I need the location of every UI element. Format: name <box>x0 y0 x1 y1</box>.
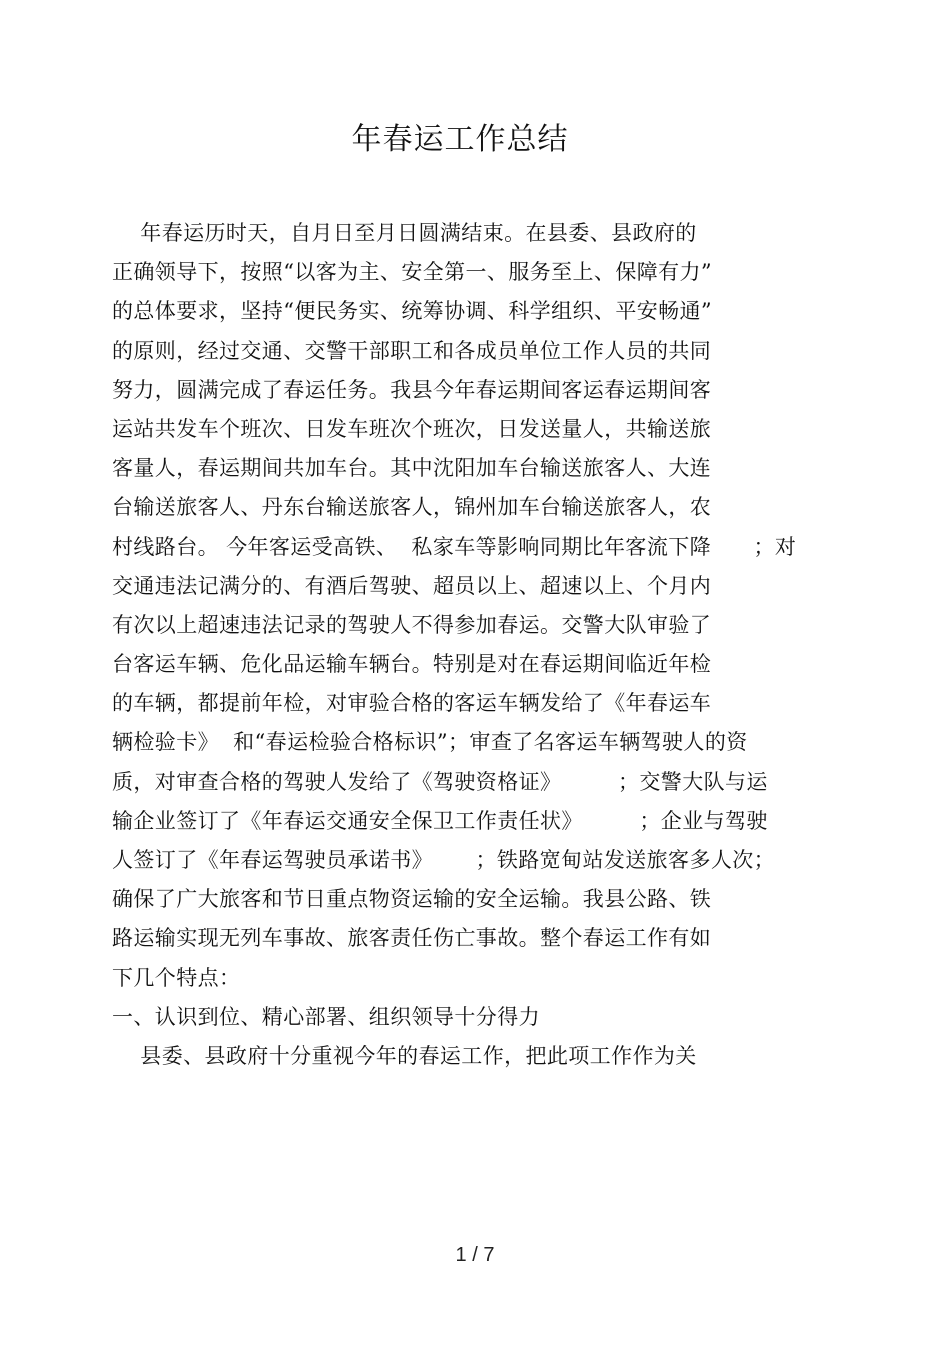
body-line: 年春运历时天，自月日至月日圆满结束。在县委、县政府的 <box>112 221 697 245</box>
body-line: 辆检验卡》 和“春运检验合格标识”；审查了名客运车辆驾驶人的资 <box>112 730 748 755</box>
body-line: 交通违法记满分的、有酒后驾驶、超员以上、超速以上、个月内 <box>112 573 712 598</box>
body-line: 人签订了《年春运驾驶员承诺书》 ；铁路宽甸站发送旅客多人次； <box>112 848 776 872</box>
body-line: 输企业签订了《年春运交通安全保卫工作责任状》 ；企业与驾驶 <box>112 808 768 833</box>
body-line: 的总体要求，坚持“便民务实、统筹协调、科学组织、平安畅通” <box>112 299 713 324</box>
body-line: 台客运车辆、危化品运输车辆台。特别是对在春运期间临近年检 <box>112 652 712 677</box>
document-title: 年春运工作总结 <box>351 122 569 157</box>
body-line: 的车辆，都提前年检，对审验合格的客运车辆发给了《年春运车 <box>112 691 712 716</box>
body-line: 确保了广大旅客和节日重点物资运输的安全运输。我县公路、铁 <box>112 887 712 912</box>
body-line: 县委、县政府十分重视今年的春运工作，把此项工作作为关 <box>112 1043 697 1068</box>
section-heading: 一、认识到位、精心部署、组织领导十分得力 <box>112 1004 540 1029</box>
body-line: 的原则，经过交通、交警干部职工和各成员单位工作人员的共同 <box>112 338 712 363</box>
body-line: 努力，圆满完成了春运任务。我县今年春运期间客运春运期间客 <box>112 377 712 402</box>
body-line: 台输送旅客人、丹东台输送旅客人，锦州加车台输送旅客人，农 <box>112 495 712 520</box>
page-number: 1 / 7 <box>455 1244 495 1266</box>
body-line: 路运输实现无列车事故、旅客责任伤亡事故。整个春运工作有如 <box>112 926 712 951</box>
body-line: 有次以上超速违法记录的驾驶人不得参加春运。交警大队审验了 <box>112 612 712 637</box>
body-line: 质，对审查合格的驾驶人发给了《驾驶资格证》 ；交警大队与运 <box>112 769 768 794</box>
body-line: 客量人，春运期间共加车台。其中沈阳加车台输送旅客人、大连 <box>112 456 712 481</box>
body-line: 村线路台。 今年客运受高铁、 私家车等影响同期比年客流下降 ；对 <box>112 534 797 559</box>
body-line: 下几个特点： <box>112 965 241 990</box>
document-body <box>112 214 892 1076</box>
body-line: 正确领导下，按照“以客为主、安全第一、服务至上、保障有力” <box>112 260 713 285</box>
body-line: 运站共发车个班次、日发车班次个班次，日发送量人，共输送旅 <box>112 416 712 441</box>
